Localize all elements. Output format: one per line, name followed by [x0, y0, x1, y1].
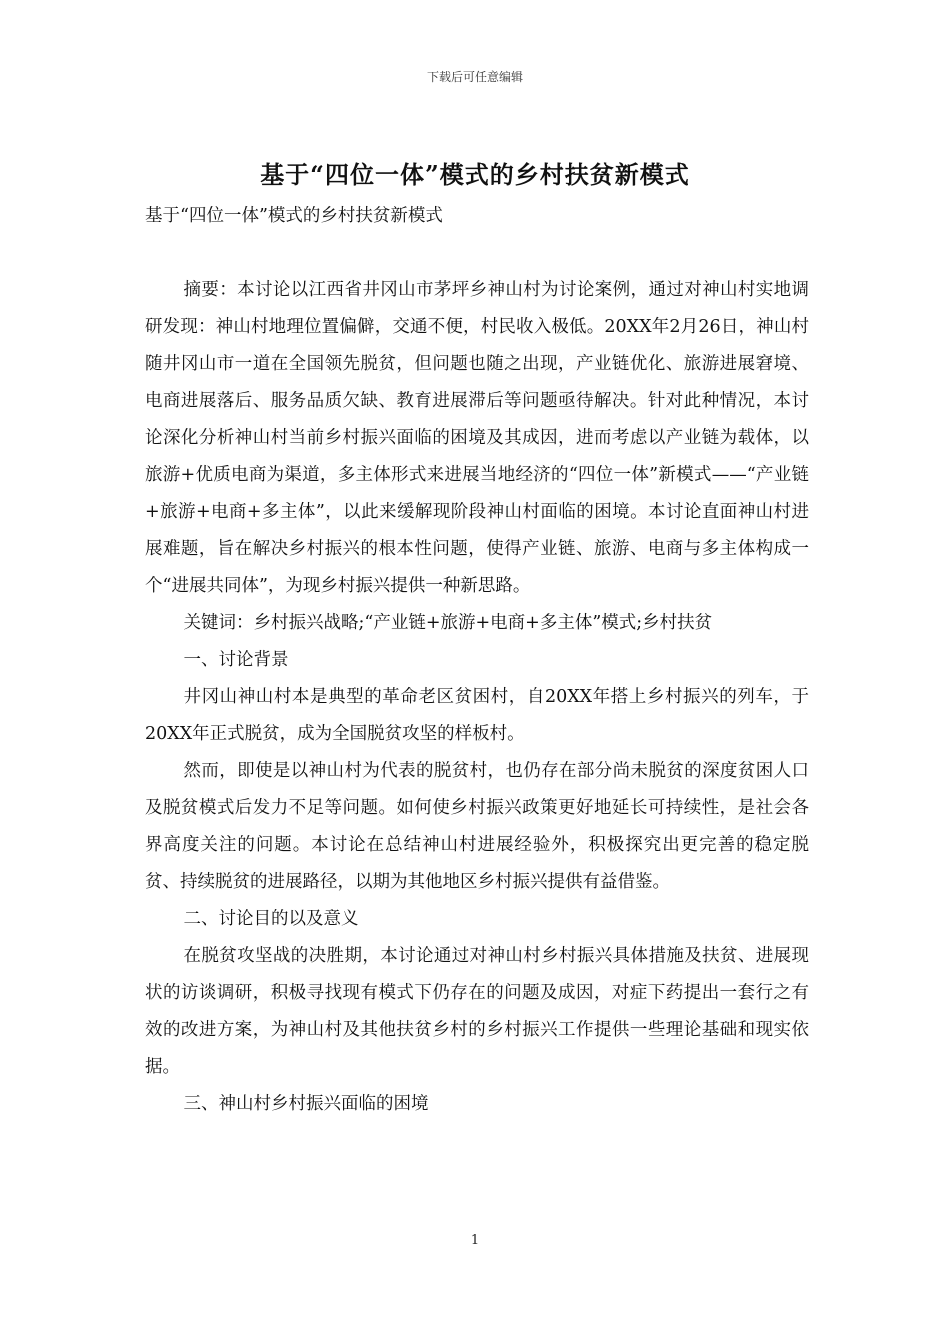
section-heading-background: 一、讨论背景 — [183, 650, 289, 670]
section-heading-difficulties: 三、神山村乡村振兴面临的困境 — [183, 1094, 429, 1114]
document-subtitle: 基于“四位一体”模式的乡村扶贫新模式 — [145, 206, 443, 226]
document-body — [145, 198, 809, 1123]
abstract-paragraph: 摘要：本讨论以江西省井冈山市茅坪乡神山村为讨论案例，通过对神山村实地调研发现：神山村地理位置偏僻，交通不便，村民收入极低。20XX年2月26日，神山村随井冈山市一道在全国领先脱贫，但问题也随之出现，产业链优化、旅游进展窘境、电商进展落后、服务品质欠缺、教育进展滞后等问题亟待解决。针对此种情况，本讨论深化分析神山村当前乡村振兴面临的困境及其成因，进而考虑以产业链为载体，以旅游+优质电商为渠道，多主体形式来进展当地经济的“四位一体”新模式——“产业链+旅游+电商+多主体”，以此来缓解现阶段神山村面临的困境。本讨论直面神山村进展难题，旨在解决乡村振兴的根本性问题，使得产业链、旅游、电商与多主体构成一个“进展共同体”，为现乡村振兴提供一种新思路。 — [145, 280, 809, 596]
purpose-paragraph: 在脱贫攻坚战的决胜期，本讨论通过对神山村乡村振兴具体措施及扶贫、进展现状的访谈调研，积极寻找现有模式下仍存在的问题及成因，对症下药提出一套行之有效的改进方案，为神山村及其他扶贫乡村的乡村振兴工作提供一些理论基础和现实依据。 — [145, 946, 809, 1077]
page-number: 1 — [470, 1233, 480, 1248]
section-heading-purpose: 二、讨论目的以及意义 — [183, 909, 359, 929]
page-header-note: 下载后可任意编辑 — [426, 70, 523, 84]
background-paragraph-1: 井冈山神山村本是典型的革命老区贫困村，自20XX年搭上乡村振兴的列车，于20XX年正式脱贫，成为全国脱贫攻坚的样板村。 — [145, 687, 809, 744]
background-paragraph-2: 然而，即使是以神山村为代表的脱贫村，也仍存在部分尚未脱贫的深度贫困人口及脱贫模式后发力不足等问题。如何使乡村振兴政策更好地延长可持续性，是社会各界高度关注的问题。本讨论在总结神山村进展经验外，积极探究出更完善的稳定脱贫、持续脱贫的进展路径，以期为其他地区乡村振兴提供有益借鉴。 — [145, 761, 809, 892]
document-title: 基于“四位一体”模式的乡村扶贫新模式 — [260, 160, 690, 189]
keywords-paragraph: 关键词：乡村振兴战略;“产业链+旅游+电商+多主体”模式;乡村扶贫 — [183, 613, 713, 633]
